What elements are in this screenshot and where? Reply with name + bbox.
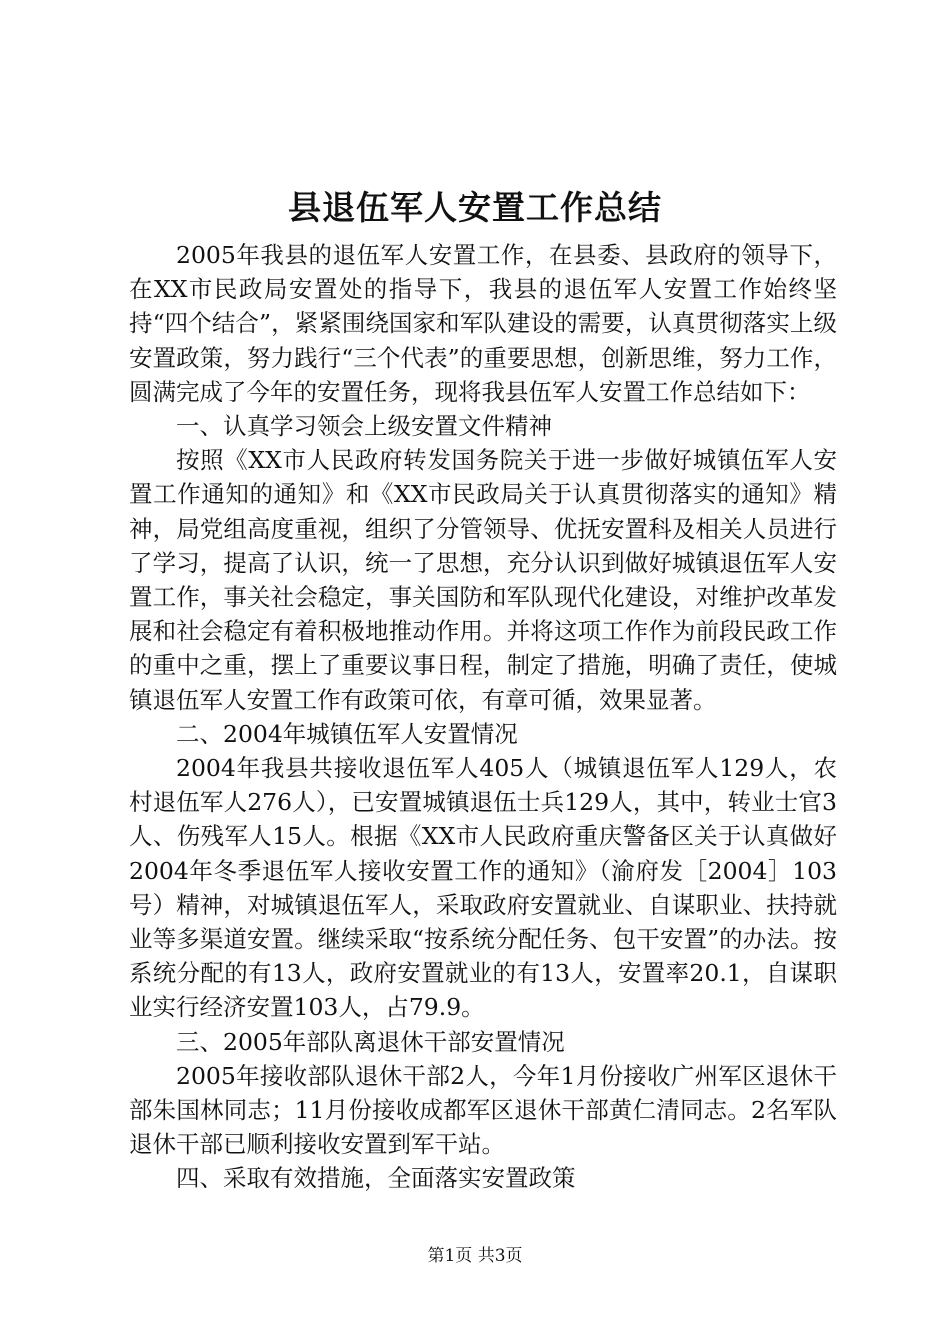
section-paragraph-3: 2005年接收部队退休干部2人，今年1月份接收广州军区退休干部朱国林同志；11月份接收成都军区退休干部黄仁清同志。2名军队退休干部已顺利接收安置到军干站。 — [129, 1061, 837, 1159]
page-footer: 第1页 共3页 — [427, 1246, 523, 1266]
section-heading-2: 二、2004年城镇伍军人安置情况 — [176, 719, 518, 748]
document-title: 县退伍军人安置工作总结 — [288, 188, 662, 227]
section-paragraph-2: 2004年我县共接收退伍军人405人（城镇退伍军人129人，农村退伍军人276人），已安置城镇退伍士兵129人，其中，转业士官3人、伤残军人15人。根据《XX市人民政府重庆警备区关于认真做好2004年冬季退伍军人接收安置工作的通知》（渝府发［2004］103号）精神，对城镇退伍军人，采取政府安置就业、自谋职业、扶持就业等多渠道安置。继续采取“按系统分配任务、包干安置”的办法。按系统分配的有13人，政府安置就业的有13人，安置率20.1，自谋职业实行经济安置103人，占79.9。 — [129, 754, 837, 1022]
document-body — [129, 238, 837, 1196]
section-heading-3: 三、2005年部队离退休干部安置情况 — [176, 1027, 565, 1056]
section-heading-4: 四、采取有效措施，全面落实安置政策 — [176, 1164, 576, 1193]
section-heading-1: 一、认真学习领会上级安置文件精神 — [176, 412, 552, 441]
intro-paragraph: 2005年我县的退伍军人安置工作，在县委、县政府的领导下，在XX市民政局安置处的指导下，我县的退伍军人安置工作始终坚持“四个结合”，紧紧围绕国家和军队建设的需要，认真贯彻落实上级安置政策，努力践行“三个代表”的重要思想，创新思维，努力工作，圆满完成了今年的安置任务，现将我县伍军人安置工作总结如下： — [129, 241, 837, 406]
section-paragraph-1: 按照《XX市人民政府转发国务院关于进一步做好城镇伍军人安置工作通知的通知》和《XX市民政局关于认真贯彻落实的通知》精神，局党组高度重视，组织了分管领导、优抚安置科及相关人员进行了学习，提高了认识，统一了思想，充分认识到做好城镇退伍军人安置工作，事关社会稳定，事关国防和军队现代化建设，对维护改革发展和社会稳定有着积极地推动作用。并将这项工作作为前段民政工作的重中之重，摆上了重要议事日程，制定了措施，明确了责任，使城镇退伍军人安置工作有政策可依，有章可循，效果显著。 — [129, 446, 837, 714]
